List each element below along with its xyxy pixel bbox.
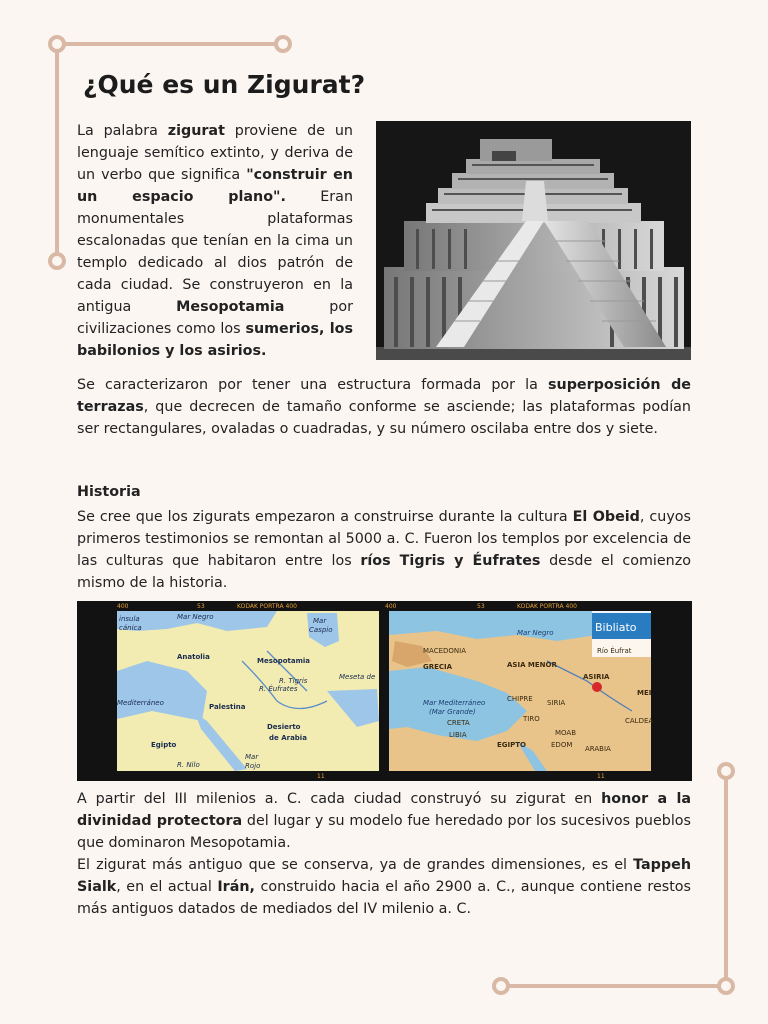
map-l-label-1: cánica [119,624,142,632]
map-l-label-10: Mediterráneo [117,699,164,707]
intro-paragraph: La palabra zigurat proviene de un lenguaje semítico extinto, y deriva de un verbo que significa "construir en un espacio plano". Eran monumentales plataformas escalonadas que tenían en la cima un templo dedicado al dios patrón de cada ciudad. Se construyeron en la antigua Mesopotamia por civilizaciones como los sumerios, los babilonios y los asirios. [77,123,354,359]
map-r-label-0: Mar Negro [517,629,554,637]
map-r-label-19: Bibliato [595,621,637,634]
map-r-label-7: (Mar Grande) [429,708,476,716]
map-r-label-11: TIRO [523,715,540,723]
map-l-label-6: Mesopotamia [257,657,310,665]
map-r-label-18: Río Éufrat [597,647,632,655]
map-r-label-9: CHIPRE [507,695,533,703]
map-l-label-11: Palestina [209,703,246,711]
map-l-label-5: Anatolia [177,653,210,661]
map-r-label-13: EDOM [551,741,573,749]
history-heading: Historia [77,484,141,500]
film-text-4: 400 [385,603,397,610]
ziggurat-image [376,121,691,360]
map-r-label-17: LIBIA [449,731,467,739]
map-r-label-4: ASIRIA [583,673,610,681]
map-l-label-14: Egipto [151,741,177,749]
map-l-label-2: Mar Negro [177,613,214,621]
map-r-label-15: ARABIA [585,745,611,753]
map-r-label-6: Mar Mediterráneo [423,699,486,707]
film-text-8: 11 [597,773,605,780]
map-l-label-13: de Arabia [269,734,307,742]
map-r-label-12: MOAB [555,729,577,737]
map-r-label-1: MACEDONIA [423,647,467,655]
millennium-paragraph: A partir del III milenios a. C. cada ciudad construyó su zigurat en honor a la divinidad protectora del lugar y su modelo fue heredado por los sucesivos pueblos que dominaron Mesopotamia. El zigurat más antiguo que se conserva, ya de grandes dimensiones, es el Tappeh Sialk, en el actual Irán, construido hacia el año 2900 a. C., aunque contiene restos más antiguos datados de mediados del IV milenio a. C. [77,791,692,917]
film-text-7: 11 [317,773,325,780]
page-title: ¿Qué es un Zigurat? [83,70,366,99]
structure-paragraph: Se caracterizaron por tener una estructura formada por la superposición de terrazas, que decrecen de tamaño conforme se asciende; las plataformas podían ser rectangulares, ovaladas o cuadradas, y su número oscilaba entre dos y siete. [77,377,691,437]
map-l-label-8: R. Éufrates [259,685,298,693]
map-l-label-7: R. Tigris [279,677,308,685]
map-r-label-8: SIRIA [547,699,566,707]
map-r-label-3: ASIA MENOR [507,661,557,669]
film-text-2: 53 [197,603,205,610]
map-l-label-16: Rojo [245,762,261,770]
map-r-label-2: GRECIA [423,663,453,671]
film-text-3: KODAK PORTRA 400 [237,603,297,610]
film-text-5: 53 [477,603,485,610]
map-l-label-3: Mar [313,617,327,625]
map-r-label-10: CRETA [447,719,470,727]
mesopotamia-maps-image [77,601,692,781]
map-r-label-16: CALDEA [625,717,654,725]
map-l-label-4: Caspio [309,626,333,634]
map-r-label-5: MEI [637,689,652,697]
map-l-label-9: Meseta de [339,673,376,681]
history-paragraph: Se cree que los zigurats empezaron a construirse durante la cultura El Obeid, cuyos primeros testimonios se remontan al 5000 a. C. Fueron los templos por excelencia de las culturas que habitaron entre los ríos Tigris y Éufrates desde el comienzo mismo de la historia. [77,509,691,591]
film-text-1: 400 [117,603,129,610]
film-text-6: KODAK PORTRA 400 [517,603,577,610]
map-l-label-17: R. Nilo [177,761,200,769]
map-l-label-0: insula [119,615,140,623]
map-r-label-14: EGIPTO [497,741,526,749]
map-l-label-15: Mar [245,753,259,761]
map-l-label-12: Desierto [267,723,301,731]
